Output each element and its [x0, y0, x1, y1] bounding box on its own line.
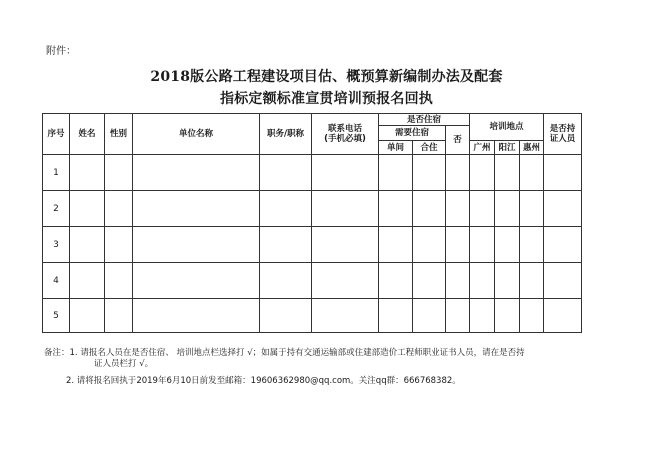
- header-phone-line2: (手机必填): [324, 134, 366, 144]
- cell-shared[interactable]: [413, 155, 446, 191]
- header-lodging: 是否住宿: [379, 114, 470, 126]
- row-number: 5: [43, 299, 70, 333]
- table-row: [43, 227, 582, 263]
- cell-yangjiang[interactable]: [495, 155, 520, 191]
- cell-huizhou[interactable]: [520, 191, 544, 227]
- note-item-2: 2. 请将报名回执于2019年6月10日前发至邮箱：19606362980@qq.com。关注qq群：666768382。: [66, 376, 461, 386]
- cell-unit[interactable]: [133, 155, 260, 191]
- header-phone-line1: 联系电话: [327, 124, 362, 134]
- cell-phone[interactable]: [312, 191, 379, 227]
- attachment-label: 附件：: [46, 46, 76, 57]
- cell-yangjiang[interactable]: [495, 227, 520, 263]
- cell-position[interactable]: [260, 263, 312, 299]
- row-number: 2: [43, 191, 70, 227]
- cell-no[interactable]: [446, 227, 470, 263]
- cell-position[interactable]: [260, 227, 312, 263]
- cell-shared[interactable]: [413, 227, 446, 263]
- notes-block: [44, 348, 584, 370]
- table-row: [43, 191, 582, 227]
- document-title-line-1: 2018版公路工程建设项目估、概预算新编制办法及配套: [150, 69, 503, 85]
- cell-phone[interactable]: [312, 155, 379, 191]
- cell-cert[interactable]: [544, 299, 582, 333]
- header-shared: 合住: [413, 141, 446, 155]
- cell-single[interactable]: [379, 227, 413, 263]
- cell-huizhou[interactable]: [520, 299, 544, 333]
- cell-yangjiang[interactable]: [495, 191, 520, 227]
- cell-unit[interactable]: [133, 191, 260, 227]
- note-item-1: 1. 请报名人员在是否住宿、 培训地点栏选择打 √；如属于持有交通运输部或住建部造价工程师职业证书人员，请在是否持: [69, 348, 525, 358]
- cell-gender[interactable]: [105, 191, 133, 227]
- note-item-1-continued: 证人员栏打 √。: [94, 359, 154, 369]
- header-gender: 性别: [105, 114, 133, 155]
- cell-unit[interactable]: [133, 299, 260, 333]
- cell-cert[interactable]: [544, 191, 582, 227]
- cell-no[interactable]: [446, 191, 470, 227]
- cell-unit[interactable]: [133, 263, 260, 299]
- cell-phone[interactable]: [312, 299, 379, 333]
- cell-no[interactable]: [446, 299, 470, 333]
- header-location: 培训地点: [470, 114, 544, 141]
- cell-position[interactable]: [260, 299, 312, 333]
- registration-form-table: [42, 113, 582, 333]
- cell-guangzhou[interactable]: [470, 227, 495, 263]
- cell-shared[interactable]: [413, 263, 446, 299]
- cell-gender[interactable]: [105, 155, 133, 191]
- header-single: 单间: [379, 141, 413, 155]
- cell-unit[interactable]: [133, 227, 260, 263]
- header-guangzhou: 广州: [470, 141, 495, 155]
- cell-phone[interactable]: [312, 263, 379, 299]
- cell-cert[interactable]: [544, 263, 582, 299]
- cell-gender[interactable]: [105, 299, 133, 333]
- header-yangjiang: 阳江: [495, 141, 520, 155]
- cell-single[interactable]: [379, 263, 413, 299]
- cell-guangzhou[interactable]: [470, 263, 495, 299]
- cell-phone[interactable]: [312, 227, 379, 263]
- cell-no[interactable]: [446, 155, 470, 191]
- header-cert: [544, 114, 582, 155]
- cell-name[interactable]: [70, 263, 105, 299]
- cell-gender[interactable]: [105, 227, 133, 263]
- cell-name[interactable]: [70, 155, 105, 191]
- cell-cert[interactable]: [544, 155, 582, 191]
- cell-yangjiang[interactable]: [495, 263, 520, 299]
- document-title-line-2: 指标定额标准宣贯培训预报名回执: [220, 91, 433, 107]
- header-cert-line1: 是否持: [549, 124, 576, 134]
- cell-single[interactable]: [379, 155, 413, 191]
- cell-single[interactable]: [379, 191, 413, 227]
- cell-guangzhou[interactable]: [470, 299, 495, 333]
- header-name: 姓名: [70, 114, 105, 155]
- header-phone: [312, 114, 379, 155]
- cell-name[interactable]: [70, 227, 105, 263]
- cell-position[interactable]: [260, 155, 312, 191]
- notes-label: 备注：: [44, 348, 70, 358]
- cell-yangjiang[interactable]: [495, 299, 520, 333]
- header-unit: 单位名称: [133, 114, 260, 155]
- cell-huizhou[interactable]: [520, 155, 544, 191]
- header-need-lodging: 需要住宿: [379, 126, 446, 141]
- cell-position[interactable]: [260, 191, 312, 227]
- header-seq: 序号: [43, 114, 70, 155]
- cell-name[interactable]: [70, 191, 105, 227]
- header-no: 否: [446, 126, 470, 155]
- cell-shared[interactable]: [413, 191, 446, 227]
- cell-single[interactable]: [379, 299, 413, 333]
- table-row: [43, 299, 582, 333]
- row-number: 4: [43, 263, 70, 299]
- table-row: [43, 155, 582, 191]
- row-number: 3: [43, 227, 70, 263]
- header-huizhou: 惠州: [520, 141, 544, 155]
- table-row: [43, 263, 582, 299]
- header-position: 职务/职称: [260, 114, 312, 155]
- cell-guangzhou[interactable]: [470, 155, 495, 191]
- cell-guangzhou[interactable]: [470, 191, 495, 227]
- header-cert-line2: 证人员: [549, 134, 576, 144]
- cell-huizhou[interactable]: [520, 227, 544, 263]
- cell-name[interactable]: [70, 299, 105, 333]
- cell-huizhou[interactable]: [520, 263, 544, 299]
- cell-shared[interactable]: [413, 299, 446, 333]
- row-number: 1: [43, 155, 70, 191]
- cell-cert[interactable]: [544, 227, 582, 263]
- cell-gender[interactable]: [105, 263, 133, 299]
- cell-no[interactable]: [446, 263, 470, 299]
